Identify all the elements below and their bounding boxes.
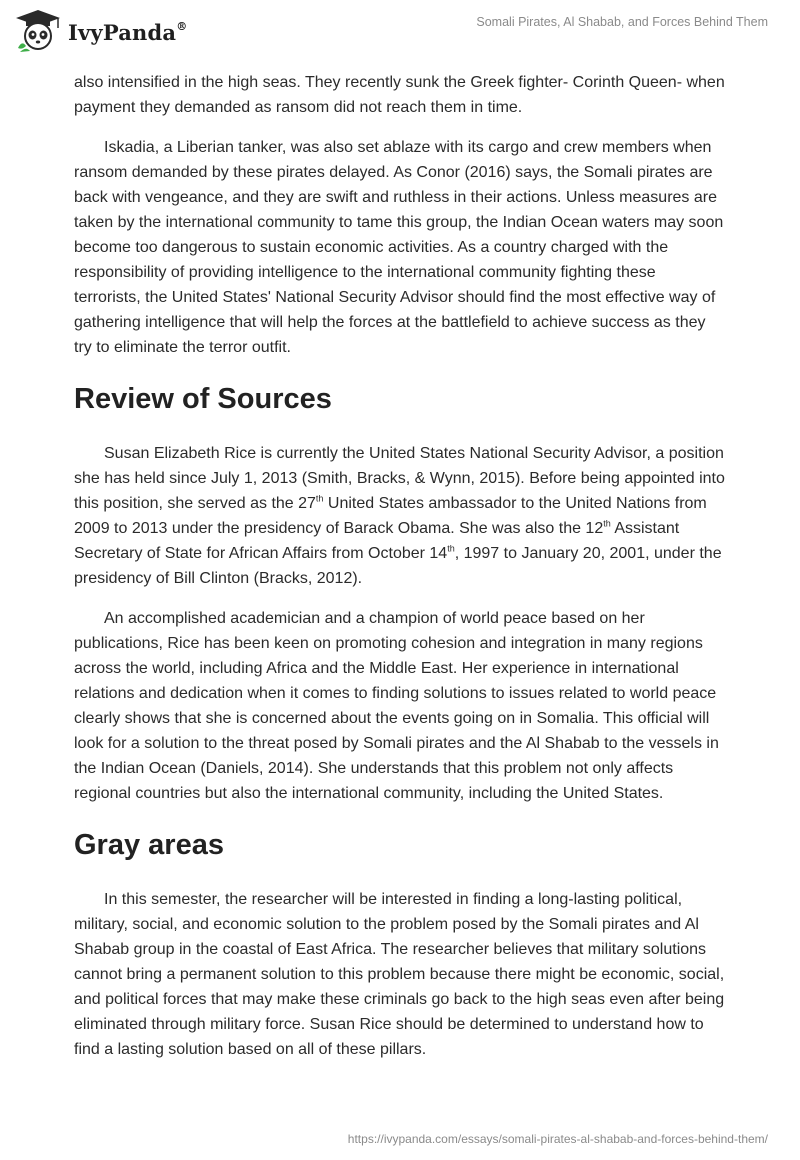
paragraph-iskadia: Iskadia, a Liberian tanker, was also set ablaze with its cargo and crew members when ransom demanded by these pirates delayed. As Conor (2016) says, the Somali pirates are back with vengeance, and they are swift and ruthless in their actions. Unless measures are taken by the international community to tame this group, the Indian Ocean waters may soon become too dangerous to sustain economic activities. As a country charged with the responsibility of providing intelligence to the international community fighting these terrorists, the United States' National Security Advisor should find the most effective way of gathering intelligence that will help the forces at the battlefield to achieve success as they try to eliminate the terror outfit.: [74, 139, 724, 356]
registered-mark: ®: [176, 19, 188, 33]
paragraph-rice: Susan Elizabeth Rice is currently the United States National Security Advisor, a position she has held since July 1, 2013 (Smith, Bracks, & Wynn, 2015). Before being appointed into this position, she served as the 27th United States ambassador to the United Nations from 2009 to 2013 under the presidency of Barack Obama. She was also the 12th Assistant Secretary of State for African Affairs from October 14th, 1997 to January 20, 2001, under the presidency of Bill Clinton (Bracks, 2012).: [74, 445, 725, 587]
heading-gray-areas: Gray areas: [74, 829, 224, 861]
essay-content: [74, 70, 726, 1062]
footer-url-link[interactable]: https://ivypanda.com/essays/somali-pirates-al-shabab-and-forces-behind-them/: [347, 1132, 768, 1146]
document-title: Somali Pirates, Al Shabab, and Forces Behind Them: [476, 15, 768, 29]
logo[interactable]: [14, 8, 187, 52]
paragraph-academician: An accomplished academician and a champion of world peace based on her publications, Rice has been keen on promoting cohesion and integration in many regions across the world, including Africa and the Middle East. Her experience in international relations and dedication when it comes to finding solutions to issues related to world peace clearly shows that she is concerned about the events going on in Somalia. This official will look for a solution to the threat posed by Somali pirates and the Al Shabab to the vessels in the Indian Ocean (Daniels, 2014). She understands that this problem not only affects regional countries but also the international community, including the United States.: [74, 610, 719, 802]
paragraph-intro: also intensified in the high seas. They recently sunk the Greek fighter- Corinth Queen- when payment they demanded as ransom did not reach them in time.: [74, 74, 725, 116]
page-header: [0, 0, 800, 66]
paragraph-semester: In this semester, the researcher will be interested in finding a long-lasting political, military, social, and economic solution to the problem posed by the Somali pirates and Al Shabab group in the coastal of East Africa. The researcher believes that military solutions cannot bring a permanent solution to this problem because there might be economic, social, and political forces that may make these criminals go back to the high seas even after being eliminated through military force. Susan Rice should be determined to understand how to find a lasting solution based on all of these pillars.: [74, 891, 725, 1058]
heading-review-of-sources: Review of Sources: [74, 383, 332, 415]
brand-name: IvyPanda®: [68, 19, 188, 45]
panda-logo-icon: [14, 8, 62, 52]
